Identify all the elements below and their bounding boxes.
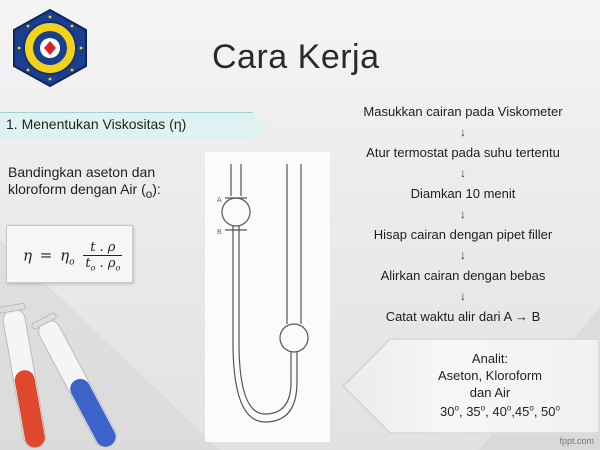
formula-eta0-sub: o: [69, 257, 75, 268]
temp-30: 30$^o$,: [440, 404, 467, 420]
formula-fraction: [83, 240, 122, 273]
formula-den-rho-sub: o: [115, 263, 121, 273]
compare-text: [8, 164, 178, 203]
mark-label-a: A: [217, 197, 222, 204]
step-arrow-icon: ↓: [460, 125, 466, 139]
formula-den-t: t: [85, 256, 91, 271]
viscosity-formula: [23, 240, 122, 273]
university-logo: [10, 8, 90, 88]
analit-heading: Analit:: [471, 351, 509, 366]
step-arrow-icon: ↓: [460, 207, 466, 221]
compare-text-body: Bandingkan aseton dan kloroform dengan Air (: [8, 164, 156, 197]
step-6: Catat waktu alir dari A → B: [385, 309, 541, 324]
formula-box: [6, 225, 133, 283]
formula-denominator: [83, 256, 122, 273]
step-arrow-icon: ↓: [460, 248, 466, 262]
formula-eta: η: [23, 246, 32, 265]
procedure-steps: [328, 102, 598, 327]
compare-text-end: ):: [152, 181, 161, 197]
step-1: Masukkan cairan pada Viskometer: [363, 104, 563, 119]
slide-title: Cara Kerja: [212, 38, 380, 76]
step-3: Diamkan 10 menit: [410, 186, 516, 201]
formula-den-dot: .: [95, 256, 108, 271]
section-label: 1. Menentukan Viskositas (η): [6, 116, 187, 132]
temp-40: 40$^o$,: [492, 404, 515, 420]
formula-den-t-sub: o: [90, 263, 96, 273]
analit-temperatures: [405, 404, 595, 419]
step-4: Hisap cairan dengan pipet filler: [373, 227, 553, 242]
analit-line-2: dan Air: [469, 385, 511, 400]
test-tubes-illustration: [0, 300, 130, 450]
step-arrow-icon: ↓: [460, 289, 466, 303]
temp-35: 35$^o$,: [466, 404, 493, 420]
watermark: fppt.com: [559, 436, 594, 446]
compare-text-sub: o: [145, 187, 153, 201]
formula-eta0: η: [60, 246, 70, 265]
step-arrow-icon: ↓: [460, 166, 466, 180]
step-2: Atur termostat pada suhu tertentu: [366, 145, 560, 160]
formula-numerator: t . ρ: [83, 240, 122, 256]
formula-den-rho: ρ: [107, 256, 116, 271]
temp-50: 50$^o$: [541, 404, 560, 420]
mark-label-b: B: [217, 229, 222, 236]
viscometer-diagram: [205, 152, 330, 442]
analit-text: [400, 350, 580, 401]
analit-line-1: Aseton, Kloroform: [437, 368, 543, 383]
temp-45: 45$^o$,: [514, 404, 542, 420]
step-5: Alirkan cairan dengan bebas: [380, 268, 546, 283]
formula-equals: =: [39, 246, 53, 265]
